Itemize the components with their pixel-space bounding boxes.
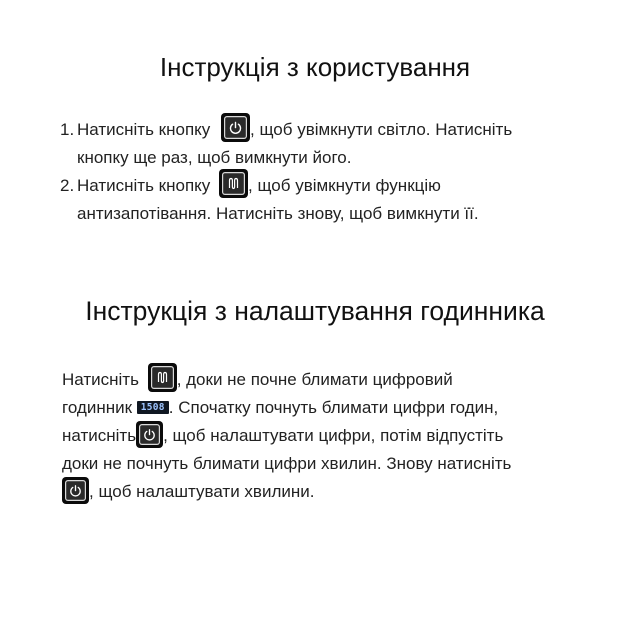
clock-title: Інструкція з налаштування годинника: [85, 296, 545, 326]
list-number: 1.: [60, 120, 75, 139]
defog-button-icon: [148, 363, 177, 392]
digital-clock-icon: [137, 401, 169, 414]
clock-line-1-b: , доки не почне блимати цифровий: [176, 370, 453, 389]
list-number: 2.: [60, 176, 75, 195]
usage-title: Інструкція з користування: [159, 52, 471, 82]
power-button-icon: [62, 477, 89, 504]
clock-line-2-a: годинник: [62, 398, 133, 417]
clock-line-3-a: натисніть: [62, 426, 137, 445]
usage-item-1-text-b: , щоб увімкнути світло. Натисніть: [250, 120, 513, 139]
clock-line-2-b: . Спочатку почнуть блимати цифри годин,: [168, 398, 499, 417]
power-button-icon: [221, 113, 250, 142]
usage-list: [60, 116, 600, 228]
usage-item-2-text-a: Натисніть кнопку: [77, 176, 211, 195]
clock-line-4: доки не почнуть блимати цифри хвилин. Знову натисніть: [62, 454, 512, 473]
clock-line-5-b: , щоб налаштувати хвилини.: [89, 482, 315, 501]
usage-item-1: [60, 116, 600, 172]
power-button-icon: [136, 421, 163, 448]
defog-button-icon: [219, 169, 248, 198]
usage-item-1-text-a: Натисніть кнопку: [77, 120, 211, 139]
usage-item-2: [60, 172, 600, 228]
usage-item-2-line-2: антизапотівання. Натисніть знову, щоб вимкнути її.: [77, 204, 479, 223]
usage-item-2-text-b: , щоб увімкнути функцію: [248, 176, 441, 195]
clock-instructions: [62, 366, 592, 506]
clock-line-1-a: Натисніть: [62, 370, 139, 389]
usage-item-1-line-2: кнопку ще раз, щоб вимкнути його.: [77, 148, 352, 167]
clock-display-reading: 1508: [140, 401, 165, 413]
clock-line-3-b: , щоб налаштувати цифри, потім відпустіть: [163, 426, 504, 445]
